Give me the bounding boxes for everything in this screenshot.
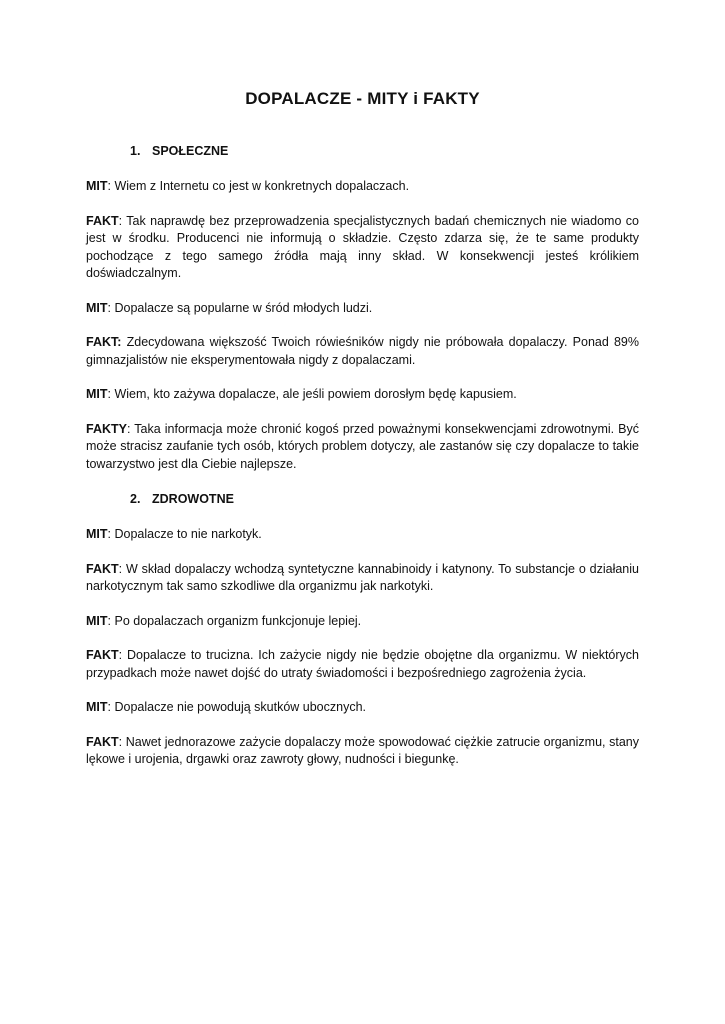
section-heading — [130, 490, 639, 508]
fact-label: FAKT: — [86, 335, 122, 349]
fact-text: : Nawet jednorazowe zażycie dopalaczy może spowodować ciężkie zatrucie organizmu, stany lękowe i urojenia, drgawki oraz zawroty głowy, nudności i biegunkę. — [86, 734, 639, 766]
fact-text: : Dopalacze to trucizna. Ich zażycie nigdy nie będzie obojętne dla organizmu. W niektórych przypadkach może nawet dojść do utraty świadomości i bezpośredniego zagrożenia życia. — [86, 648, 639, 680]
myth-label: MIT — [86, 613, 108, 628]
myth-paragraph — [86, 300, 639, 318]
fact-label: FAKT — [86, 213, 119, 228]
myth-text: : Dopalacze to nie narkotyk. — [107, 527, 262, 541]
fact-paragraph — [86, 421, 639, 474]
fact-paragraph — [86, 734, 639, 769]
myth-paragraph — [86, 178, 639, 196]
myth-text: : Po dopalaczach organizm funkcjonuje lepiej. — [107, 613, 362, 628]
fact-paragraph — [86, 334, 639, 369]
myth-label: MIT — [86, 300, 108, 315]
fact-text: Zdecydowana większość Twoich rówieśników nigdy nie próbowała dopalaczy. Ponad 89% gimnazjalistów nie eksperymentowała nigdy z dopalaczami. — [86, 335, 639, 367]
section-title: SPOŁECZNE — [152, 144, 229, 158]
myth-label: MIT — [86, 387, 108, 401]
myth-paragraph — [86, 386, 639, 404]
myth-text: : Wiem, kto zażywa dopalacze, ale jeśli powiem dorosłym będę kapusiem. — [107, 387, 517, 401]
fact-label: FAKTY — [86, 421, 127, 436]
fact-text: : Taka informacja może chronić kogoś przed poważnymi konsekwencjami zdrowotnymi. Być może stracisz zaufanie tych osób, których problem dotyczy, ale zastanów się czy dopalacze to takie towarzystwo jest dla Ciebie najlepsze. — [86, 421, 639, 471]
myth-paragraph — [86, 526, 639, 544]
section-number: 2. — [130, 492, 141, 506]
fact-label: FAKT — [86, 648, 119, 662]
fact-paragraph — [86, 561, 639, 596]
myth-text: : Dopalacze nie powodują skutków ubocznych. — [107, 700, 367, 714]
fact-label: FAKT — [86, 561, 119, 576]
fact-text: : Tak naprawdę bez przeprowadzenia specjalistycznych badań chemicznych nie wiadomo co jest w środku. Producenci nie informują o składzie. Często zdarza się, że te same produkty pochodzące z tego samego źródła mają inny skład. W konsekwencji jesteś królikiem doświadczalnym. — [86, 213, 639, 280]
fact-paragraph — [86, 647, 639, 682]
myth-label: MIT — [86, 527, 108, 541]
section-heading — [130, 142, 639, 160]
document-page — [86, 88, 639, 786]
fact-text: : W skład dopalaczy wchodzą syntetyczne kannabinoidy i katynony. To substancje o działaniu narkotycznym tak samo szkodliwe dla organizmu jak narkotyki. — [86, 561, 639, 593]
section-number: 1. — [130, 144, 141, 158]
myth-label: MIT — [86, 700, 108, 714]
myth-paragraph — [86, 613, 639, 631]
myth-paragraph — [86, 699, 639, 717]
myth-text: : Wiem z Internetu co jest w konkretnych dopalaczach. — [107, 179, 410, 193]
section-zdrowotne — [86, 490, 639, 769]
fact-paragraph — [86, 213, 639, 283]
section-spoleczne — [86, 142, 639, 473]
fact-label: FAKT — [86, 734, 119, 749]
myth-text: : Dopalacze są popularne w śród młodych ludzi. — [107, 300, 373, 315]
section-title: ZDROWOTNE — [152, 492, 234, 506]
page-title: DOPALACZE - MITY i FAKTY — [245, 89, 480, 108]
myth-label: MIT — [86, 179, 108, 193]
